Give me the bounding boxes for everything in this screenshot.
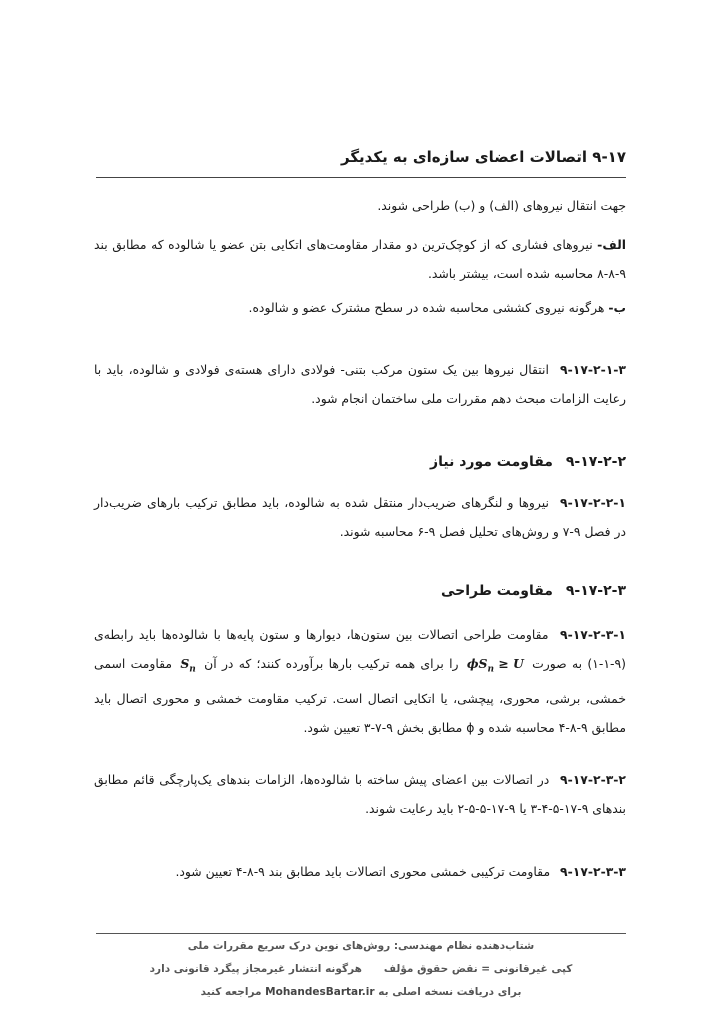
clause-text: نیروها و لنگرهای ضریب‌دار منتقل شده به شالوده، باید مطابق ترکیب بارهای ضریب‌دار در فصل ۹-۷ و روش‌های تحلیل فصل ۹-۶ محاسبه شوند.	[94, 495, 626, 539]
phi-symbol: ϕ	[466, 656, 479, 671]
section-title: مقاومت مورد نیاز	[430, 454, 553, 470]
clause-text-middle: را برای همه ترکیب بارها برآورده کنند؛ که در آن	[204, 656, 459, 671]
item-alef	[94, 230, 626, 288]
footer-tagline: شتاب‌دهنده نظام مهندسی: روش‌های نوین درک سریع مقررات ملی	[187, 940, 535, 952]
item-alef-label: الف-	[597, 237, 626, 252]
clause-text-after: مقاومت اسمی خمشی، برشی، محوری، پیچشی، یا اتکایی اتصال است. ترکیب مقاومت خمشی و محوری اتصال باید مطابق ۹-۸-۴ محاسبه شده و ϕ مطابق بخش ۹-۷-۳ تعیین شود.	[94, 656, 626, 736]
section-title: مقاومت طراحی	[440, 583, 553, 599]
s-subscript: n	[487, 664, 494, 675]
header-divider	[96, 177, 626, 178]
footer-divider	[96, 933, 626, 934]
sn-symbol	[177, 649, 199, 684]
clause-text: مقاومت ترکیبی خمشی محوری اتصالات باید مطابق بند ۹-۸-۴ تعیین شود.	[175, 864, 551, 879]
clause-text: انتقال نیروها بین یک ستون مرکب بتنی- فولادی دارای هسته‌ی فولادی و شالوده، باید با رعایت الزامات مبحث دهم مقررات ملی ساختمان انجام شود.	[94, 362, 626, 406]
clause-text: در اتصالات بین اعضای پیش ساخته با شالوده‌ها، الزامات بندهای یک‌پارچگی قائم مطابق بندهای ۹-۱۷-۵-۴-۳ یا ۹-۱۷-۵-۵-۲ باید رعایت شوند.	[94, 772, 626, 816]
clause-text-before: مقاومت طراحی اتصالات بین ستون‌ها، دیوارها و ستون پایه‌ها با شالوده‌ها باید رابطه‌ی (۹-۱-۱) به صورت	[94, 627, 626, 671]
section-heading-design-strength	[94, 580, 626, 602]
footer-line-1	[96, 938, 626, 954]
formula-rest: ≥ U	[494, 656, 524, 671]
section-number: ۹-۱۷-۲-۳	[565, 583, 626, 599]
section-number: ۹-۱۷-۲-۲	[565, 454, 626, 470]
intro-text: جهت انتقال نیروهای (الف) و (ب) طراحی شوند.	[377, 198, 626, 213]
footer-line-2	[96, 961, 626, 977]
item-be-label: ب-	[608, 300, 626, 315]
n-subscript: n	[189, 664, 196, 675]
footer-legal: هرگونه انتشار غیرمجاز پیگرد قانونی دارد	[149, 963, 362, 975]
footer-get-original: برای دریافت نسخه اصلی به	[378, 986, 522, 998]
chapter-title: ۹-۱۷ اتصالات اعضای سازه‌ای به یکدیگر	[341, 148, 626, 166]
clause-1-2-1-3	[94, 355, 626, 413]
clause-2-2-1	[94, 488, 626, 546]
footer-copyright: کپی غیرقانونی = نقض حقوق مؤلف	[383, 963, 573, 975]
strength-formula	[464, 649, 527, 684]
clause-number: ۹-۱۷-۲-۳-۳	[560, 864, 626, 879]
s-letter: S	[180, 656, 190, 671]
clause-number: ۹-۱۷-۲-۲-۱	[560, 495, 626, 510]
intro-paragraph	[94, 191, 626, 220]
footer-line-3	[96, 984, 626, 1000]
clause-2-3-3	[94, 857, 626, 886]
item-be-text: هرگونه نیروی کششی محاسبه شده در سطح مشترک عضو و شالوده.	[248, 300, 605, 315]
clause-number: ۹-۱۷-۲-۳-۲	[560, 772, 626, 787]
section-heading-required-strength	[94, 451, 626, 473]
footer-refer: مراجعه کنید	[200, 986, 262, 998]
clause-number: ۹-۱۷-۲-۱-۳	[560, 362, 626, 377]
item-alef-text: نیروهای فشاری که از کوچک‌ترین دو مقدار مقاومت‌های اتکایی بتن عضو یا شالوده که مطابق بند ۹-۸-۸ محاسبه شده است، بیشتر باشد.	[94, 237, 626, 281]
footer-website-link[interactable]: MohandesBartar.ir	[265, 986, 375, 998]
clause-number: ۹-۱۷-۲-۳-۱	[560, 627, 626, 642]
item-be	[94, 293, 626, 322]
clause-2-3-2	[94, 765, 626, 823]
s-symbol: S	[478, 656, 488, 671]
clause-2-3-1	[94, 620, 626, 742]
